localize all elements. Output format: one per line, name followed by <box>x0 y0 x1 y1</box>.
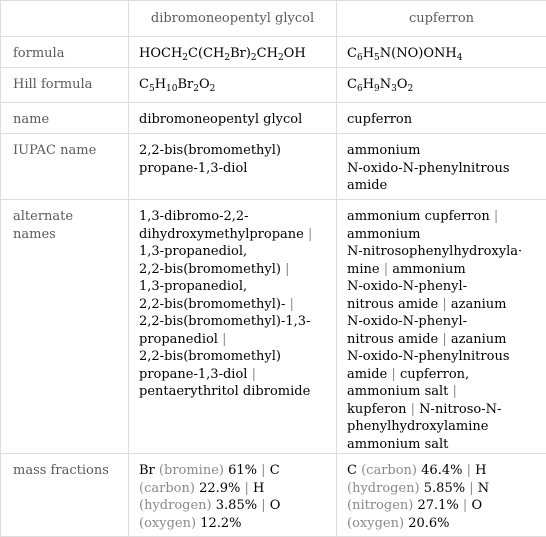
text-token: N-nitrosophenylhydroxyla· <box>347 244 522 259</box>
formula-subscript: 2 <box>224 53 230 63</box>
hill-formula-cupferron <box>337 68 546 103</box>
formula-part: H <box>363 46 374 61</box>
text-token: 5.85% <box>424 481 465 496</box>
separator: | <box>411 402 415 417</box>
separator: | <box>391 367 395 382</box>
separator: | <box>463 498 467 513</box>
text-line <box>139 331 326 349</box>
formula-subscript: 2 <box>278 53 284 63</box>
text-token: N-nitroso-N- <box>419 402 501 417</box>
formula-cupferron <box>337 37 546 68</box>
hill-part: C <box>139 77 149 92</box>
alternate-names-cupferron <box>337 200 546 454</box>
separator: | <box>290 297 294 312</box>
formula-subscript: 4 <box>457 53 463 63</box>
text-token: nitrous amide <box>347 297 438 312</box>
separator: | <box>252 367 256 382</box>
text-token: O <box>471 498 482 513</box>
formula-row <box>1 37 546 68</box>
text-line <box>139 313 326 331</box>
mass-fractions-cupferron <box>337 454 546 537</box>
text-token: H <box>475 463 486 478</box>
hill-part: H <box>155 77 166 92</box>
iupac-name-label: IUPAC name <box>1 134 129 200</box>
text-line <box>347 480 536 498</box>
mass-fractions-dibromoneopentyl-glycol <box>129 454 337 537</box>
iupac-name-row <box>1 134 546 200</box>
text-line <box>139 261 326 279</box>
text-line <box>347 243 536 261</box>
text-line <box>347 348 536 366</box>
text-token: 2,2-bis(bromomethyl)- <box>139 297 285 312</box>
iupac-line: amide <box>347 177 536 195</box>
text-token: ammonium salt <box>347 437 448 452</box>
text-token: 1,3-propanediol, <box>139 279 247 294</box>
text-line <box>347 331 536 349</box>
text-line <box>347 278 536 296</box>
text-token: 1,3-propanediol, <box>139 244 247 259</box>
hill-subscript: 2 <box>408 84 414 94</box>
element-name: (oxygen) <box>139 516 196 531</box>
formula-subscript: 5 <box>374 53 380 63</box>
text-token: C <box>347 463 357 478</box>
hill-subscript: 3 <box>391 84 397 94</box>
formula-dibromoneopentyl-glycol <box>129 37 337 68</box>
separator: | <box>285 262 289 277</box>
separator: | <box>442 297 446 312</box>
hill-subscript: 10 <box>166 84 177 94</box>
text-line <box>139 383 326 401</box>
separator: | <box>467 463 471 478</box>
text-token: 3.85% <box>216 498 257 513</box>
text-token: 2,2-bis(bromomethyl) <box>139 349 281 364</box>
formula-part: OH <box>284 46 306 61</box>
formula-part: Br) <box>230 46 251 61</box>
hill-part: C <box>347 77 357 92</box>
formula-subscript: 6 <box>357 53 363 63</box>
formula-part: CH <box>257 46 278 61</box>
element-name: (carbon) <box>361 463 417 478</box>
text-line <box>347 418 536 436</box>
text-token: propanediol <box>139 332 218 347</box>
text-line <box>139 515 326 533</box>
separator: | <box>494 209 498 224</box>
hill-formula-label: Hill formula <box>1 68 129 103</box>
text-token: ammonium cupferron <box>347 209 490 224</box>
text-line <box>347 401 536 419</box>
formula-part: C(CH <box>188 46 224 61</box>
formula-subscript: 2 <box>251 53 257 63</box>
text-token: kupferon <box>347 402 407 417</box>
element-name: (bromine) <box>159 463 224 478</box>
text-line <box>347 226 536 244</box>
iupac-name-dibromoneopentyl-glycol <box>129 134 337 200</box>
text-token: 1,3-dibromo-2,2- <box>139 209 249 224</box>
header-cupferron: cupferron <box>337 1 546 37</box>
text-line <box>347 261 536 279</box>
name-dibromoneopentyl-glycol: dibromoneopentyl glycol <box>129 103 337 134</box>
hill-part: O <box>199 77 210 92</box>
text-line <box>347 313 536 331</box>
alternate-names-dibromoneopentyl-glycol <box>129 200 337 454</box>
text-line <box>347 208 536 226</box>
text-line <box>347 497 536 515</box>
text-token: ammonium <box>392 262 465 277</box>
element-name: (hydrogen) <box>347 481 420 496</box>
text-line <box>347 296 536 314</box>
text-token: pentaerythritol dibromide <box>139 384 310 399</box>
alternate-names-label: alternate names <box>1 200 129 454</box>
iupac-line: N-oxido-N-phenylnitrous <box>347 160 536 178</box>
text-line <box>139 278 326 296</box>
text-token: nitrous amide <box>347 332 438 347</box>
hill-subscript: 6 <box>357 84 363 94</box>
iupac-line: ammonium <box>347 142 536 160</box>
hill-subscript: 2 <box>210 84 216 94</box>
text-token: N-oxido-N-phenylnitrous <box>347 349 510 364</box>
text-line <box>139 296 326 314</box>
text-token: 27.1% <box>417 498 458 513</box>
text-line <box>347 462 536 480</box>
text-token: 22.9% <box>199 481 240 496</box>
separator: | <box>261 498 265 513</box>
separator: | <box>442 332 446 347</box>
text-line <box>347 383 536 401</box>
separator: | <box>308 227 312 242</box>
text-token: mine <box>347 262 380 277</box>
alternate-names-row <box>1 200 546 454</box>
hill-formula-row <box>1 68 546 103</box>
text-line <box>139 348 326 366</box>
text-token: ammonium <box>347 227 420 242</box>
iupac-line: 2,2-bis(bromomethyl) <box>139 142 326 160</box>
separator: | <box>469 481 473 496</box>
text-line <box>139 208 326 226</box>
text-token: 61% <box>228 463 257 478</box>
element-name: (nitrogen) <box>347 498 413 513</box>
separator: | <box>222 332 226 347</box>
text-token: 46.4% <box>421 463 462 478</box>
element-name: (hydrogen) <box>139 498 212 513</box>
separator: | <box>261 463 265 478</box>
text-token: C <box>270 463 280 478</box>
iupac-line: propane-1,3-diol <box>139 160 326 178</box>
formula-label: formula <box>1 37 129 68</box>
text-token: ammonium salt <box>347 384 448 399</box>
name-label: name <box>1 103 129 134</box>
text-line <box>139 480 326 498</box>
separator: | <box>453 384 457 399</box>
text-token: amide <box>347 367 387 382</box>
text-token: 2,2-bis(bromomethyl)-1,3- <box>139 314 310 329</box>
mass-fractions-row <box>1 454 546 537</box>
text-line <box>139 366 326 384</box>
hill-part: H <box>363 77 374 92</box>
text-token: 2,2-bis(bromomethyl) <box>139 262 281 277</box>
hill-part: Br <box>177 77 193 92</box>
text-line <box>139 497 326 515</box>
mass-fractions-label: mass fractions <box>1 454 129 537</box>
element-name: (oxygen) <box>347 516 404 531</box>
name-cupferron: cupferron <box>337 103 546 134</box>
text-line <box>139 226 326 244</box>
element-name: (carbon) <box>139 481 195 496</box>
header-corner-cell <box>1 1 129 37</box>
text-token: phenylhydroxylamine <box>347 419 488 434</box>
text-line <box>347 515 536 533</box>
text-token: cupferron, <box>400 367 469 382</box>
formula-part: N(NO)ONH <box>380 46 457 61</box>
formula-subscript: 2 <box>182 53 188 63</box>
header-dibromoneopentyl-glycol: dibromoneopentyl glycol <box>129 1 337 37</box>
formula-part: C <box>347 46 357 61</box>
hill-subscript: 2 <box>193 84 199 94</box>
hill-part: N <box>380 77 391 92</box>
hill-part: O <box>397 77 408 92</box>
text-token: N <box>478 481 489 496</box>
header-row <box>1 1 546 37</box>
text-token: N-oxido-N-phenyl- <box>347 314 467 329</box>
text-token: 12.2% <box>200 516 241 531</box>
hill-formula-dibromoneopentyl-glycol <box>129 68 337 103</box>
text-line <box>139 462 326 480</box>
text-token: H <box>253 481 264 496</box>
formula-part: HOCH <box>139 46 182 61</box>
iupac-name-cupferron <box>337 134 546 200</box>
separator: | <box>384 262 388 277</box>
text-line <box>347 366 536 384</box>
text-line <box>139 243 326 261</box>
text-token: propane-1,3-diol <box>139 367 247 382</box>
text-token: dihydroxymethylpropane <box>139 227 304 242</box>
hill-subscript: 9 <box>374 84 380 94</box>
hill-subscript: 5 <box>149 84 155 94</box>
text-token: 20.6% <box>408 516 449 531</box>
name-row <box>1 103 546 134</box>
text-token: azanium <box>451 297 507 312</box>
separator: | <box>245 481 249 496</box>
text-token: N-oxido-N-phenyl- <box>347 279 467 294</box>
text-token: azanium <box>451 332 507 347</box>
text-line <box>347 436 536 454</box>
text-token: Br <box>139 463 155 478</box>
text-token: O <box>270 498 281 513</box>
